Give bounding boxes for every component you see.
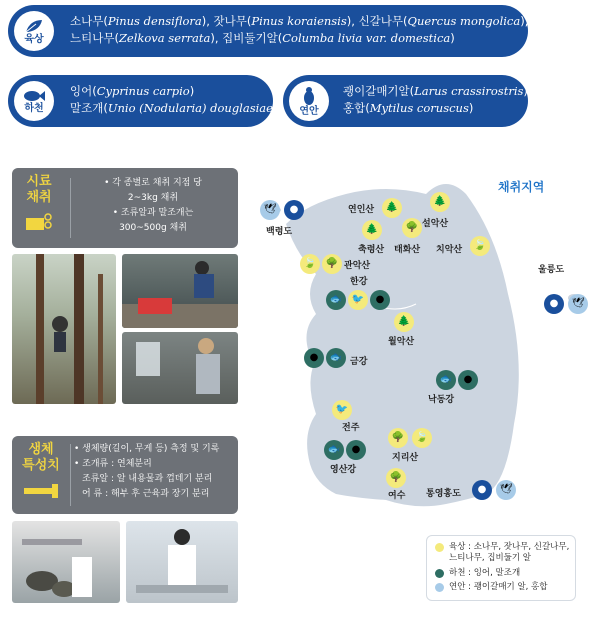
- pigeon-icon: 🐦: [351, 294, 365, 305]
- site-marker-hangang-1: [326, 290, 346, 310]
- land-label: 육상: [24, 33, 44, 45]
- sampling-panel: [12, 168, 238, 248]
- site-label-woraksan: 월악산: [388, 337, 415, 347]
- legend-river-dot: [435, 569, 444, 578]
- tree-icon: 🌲: [433, 196, 447, 207]
- land-category-banner: [8, 5, 528, 57]
- mussel-icon: ●: [375, 294, 385, 305]
- land-badge: [14, 11, 54, 51]
- seagull-icon: 🕊: [499, 484, 513, 495]
- fish-icon: 🐟: [327, 444, 341, 455]
- site-marker-tongyeong-1: [472, 480, 492, 500]
- site-label-jirisan: 지리산: [392, 453, 419, 463]
- biometrics-title: 생체 특성치: [22, 442, 60, 473]
- legend-land: 육상 : 소나무, 잣나무, 신갈나무, 느티나무, 집비둘기 알: [435, 542, 569, 564]
- land-species-line1: 소나무(Pinus densiflora), 잣나무(Pinus koraiensis), 신갈나무(Quercus mongolica),: [70, 14, 529, 28]
- site-marker-chungnyeongsan: [362, 220, 382, 240]
- mussel-sampling-photo: [122, 332, 238, 404]
- site-marker-geumgang-2: [326, 348, 346, 368]
- river-badge: [14, 81, 54, 121]
- site-label-chiaksan: 치악산: [436, 245, 463, 255]
- legend-land-dot: [435, 543, 444, 552]
- site-label-gwanaksan: 관악산: [344, 261, 371, 271]
- site-marker-baengnyeongdo-2: [284, 200, 304, 220]
- fish-icon: [23, 89, 45, 103]
- biometrics-divider: [70, 444, 71, 506]
- pigeon-icon: 🐦: [335, 404, 349, 415]
- site-marker-yeongsangang-1: [324, 440, 344, 460]
- site-label-yeoninsan: 연인산: [348, 205, 375, 215]
- site-label-tongyeong-hongdo: 통영홍도: [426, 489, 461, 499]
- mussel-icon: ●: [289, 204, 299, 215]
- river-species-text: 잉어(Cyprinus carpio) 말조개(Unio (Nodularia) douglasiae): [70, 84, 278, 115]
- seagull-icon: 🕊: [263, 204, 277, 215]
- mussel-icon: ●: [549, 298, 559, 309]
- sampling-divider: [70, 178, 71, 238]
- biometrics-text: • 생체량(길이, 무게 등) 측정 및 기록 • 조개류 : 연체분리 조류알 : 알 내용물과 껍데기 분리 어 류 : 해부 후 근육과 장기 분리: [74, 444, 220, 499]
- field-sampling-photo: [122, 254, 238, 328]
- map-legend: [426, 535, 576, 601]
- site-label-baengnyeongdo: 백령도: [266, 227, 293, 237]
- site-label-taehwasan: 태화산: [394, 245, 421, 255]
- mussel-icon: ●: [463, 374, 473, 385]
- site-marker-woraksan: [394, 312, 414, 332]
- site-marker-jirisan-2: [412, 428, 432, 448]
- site-marker-geumgang-1: [304, 348, 324, 368]
- land-species-text: [70, 13, 528, 47]
- site-label-nakdonggang: 낙동강: [428, 395, 455, 405]
- site-marker-gwanaksan-2: [322, 254, 342, 274]
- site-marker-baengnyeongdo-1: [260, 200, 280, 220]
- site-label-chungnyeongsan: 축령산: [358, 245, 385, 255]
- mussel-icon: ●: [351, 444, 361, 455]
- land-species-line2: 느티나무(Zelkova serrata), 집비둘기알(Columba livia var. domestica): [70, 31, 455, 45]
- mussel-icon: ●: [477, 484, 487, 495]
- river-label: 하천: [24, 102, 44, 114]
- site-marker-hangang-2: [348, 290, 368, 310]
- map-title: 채취지역: [498, 180, 545, 194]
- legend-river: 하천 : 잉어, 말조개: [435, 568, 520, 579]
- tree-icon: 🌲: [365, 224, 379, 235]
- site-label-ulleungdo: 울릉도: [538, 265, 565, 275]
- tree-icon: 🌳: [391, 432, 405, 443]
- site-marker-yeongsangang-2: [346, 440, 366, 460]
- leaf-icon: [24, 18, 44, 34]
- legend-coast-dot: [435, 583, 444, 592]
- site-marker-nakdonggang-1: [436, 370, 456, 390]
- site-marker-jirisan-1: [388, 428, 408, 448]
- fish-icon: 🐟: [439, 374, 453, 385]
- tree-icon: 🌳: [325, 258, 339, 269]
- site-marker-taehwasan: [402, 218, 422, 238]
- site-label-seoraksan: 설악산: [422, 219, 449, 229]
- site-marker-seoraksan: [430, 192, 450, 212]
- tree-climbing-photo: [12, 254, 116, 404]
- site-label-yeongsangang: 영산강: [330, 465, 357, 475]
- site-label-geumgang: 금강: [350, 357, 368, 367]
- leaf-icon: 🍃: [473, 240, 487, 251]
- biometrics-panel: [12, 436, 238, 514]
- fish-icon: 🐟: [329, 294, 343, 305]
- leaf-icon: 🍃: [303, 258, 317, 269]
- site-marker-gwanaksan-1: [300, 254, 320, 274]
- fish-icon: 🐟: [329, 352, 343, 363]
- measuring-tool-icon: [22, 482, 62, 502]
- site-marker-yeosu: [386, 468, 406, 488]
- site-label-hangang: 한강: [350, 277, 368, 287]
- coast-category-banner: [283, 75, 528, 127]
- tree-icon: 🌲: [397, 316, 411, 327]
- leaf-icon: 🍃: [415, 432, 429, 443]
- tree-icon: 🌲: [385, 202, 399, 213]
- site-marker-jeonju: [332, 400, 352, 420]
- sampling-text: • 각 종별로 채취 지점 당 2~3kg 채취 • 조류알과 말조개는 300~500g 채취: [104, 178, 202, 233]
- site-marker-tongyeong-2: [496, 480, 516, 500]
- coast-species-text: 괭이갈매기알(Larus crassirostris) 홍합(Mytilus coruscus): [343, 84, 528, 115]
- site-marker-yeoninsan: [382, 198, 402, 218]
- scissors-icon: [24, 212, 54, 232]
- site-marker-nakdonggang-2: [458, 370, 478, 390]
- site-marker-hangang-3: [370, 290, 390, 310]
- measurement-photo: [12, 521, 120, 603]
- lab-photo: [126, 521, 238, 603]
- mussel-icon: ●: [309, 352, 319, 363]
- river-category-banner: [8, 75, 278, 127]
- tree-icon: 🌳: [405, 222, 419, 233]
- seagull-icon: [300, 86, 318, 106]
- legend-coast: 연안 : 괭이갈매기 알, 홍합: [435, 582, 547, 593]
- tree-icon: 🌳: [389, 472, 403, 483]
- site-label-jeonju: 전주: [342, 423, 360, 433]
- site-marker-ulleungdo-2: [568, 294, 588, 314]
- coast-badge: [289, 81, 329, 121]
- sampling-title: 시료 채취: [26, 174, 52, 205]
- seagull-icon: 🕊: [571, 298, 585, 309]
- site-marker-ulleungdo-1: [544, 294, 564, 314]
- site-marker-chiaksan: [470, 236, 490, 256]
- coast-label: 연안: [299, 105, 319, 117]
- site-label-yeosu: 여수: [388, 491, 406, 501]
